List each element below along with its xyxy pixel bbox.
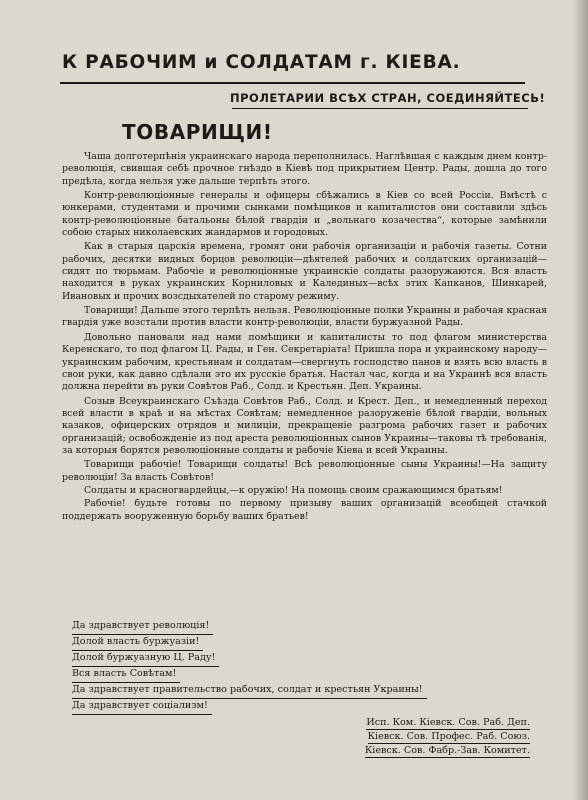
slogan-line: Долой буржуазную Ц. Раду!: [72, 652, 219, 667]
signature-line: Исп. Ком. Кіевск. Сов. Раб. Деп.: [366, 717, 530, 728]
slogan-line: Да здравствует революція!: [72, 620, 213, 635]
salutation-heading: ТОВАРИЩИ!: [122, 120, 273, 144]
paragraph: Чаша долготерпѣнія украинскаго народа переполнилась. Наглѣвшая с каждым днем контр-революція, свившая себѣ прочное гнѣздо в Кіевѣ под прикрытием Центр. Рады, дошла до того предѣла, когда нельзя уже дальше терпѣть этого.: [62, 151, 547, 187]
paragraph: Рабочіе! будьте готовы по первому призыву ваших организацій всеобщей стачкой поддержать вооруженную борьбу ваших братьев!: [62, 498, 547, 522]
signature-line: Кіевск. Сов. Фабр.-Зав. Комитет.: [364, 745, 530, 756]
leaflet-title: К РАБОЧИМ и СОЛДАТАМ г. КІЕВА.: [62, 52, 461, 73]
appeal-body: [62, 151, 547, 524]
proletarian-slogan: ПРОЛЕТАРИИ ВСѢХ СТРАН, СОЕДИНЯЙТЕСЬ!: [230, 91, 546, 105]
paragraph: Как в старыя царскія времена, громят они рабочія организаціи и рабочія газеты. Сотни рабочих, десятки видных борцов революціи—дѣятелей рабочих и солдатских организацій—сидят по тюрьмам. Рабочіе и революціонные украинскіе солдаты разоружаются. Вся власть находится в руках украинских Корниловых и Калединых—всѣх этих Капканов, Шинкарей, Ивановых и прочих возсдыхателей по старому режиму.: [62, 241, 547, 302]
signature-line: Кіевск. Сов. Профес. Раб. Союз.: [367, 731, 530, 742]
paragraph: Созыв Всеукраинскаго Съѣзда Совѣтов Раб., Солд. и Крест. Деп., и немедленный переход всей власти в краѣ и на мѣстах Совѣтам; немедленное разоруженіе бѣлой гвардіи, вольных казаков, офицерских отрядов и милиціи, прекращеніе разгрома рабочих газет и рабочих организацій; освобожденіе из под ареста революціонных сынов Украины—таковы тѣ требованія, за которыя борятся революціонные солдаты и рабочіе Кіева и всей Украины.: [62, 395, 547, 456]
page-edge-shadow: [572, 0, 588, 800]
slogan-line: Долой власть буржуазіи!: [72, 636, 203, 651]
paragraph: Довольно пановали над нами помѣщики и капиталисты то под флагом министерства Керенскаго, то под флагом Ц. Рады, и Ген. Секретаріата! Пришла пора и украинскому народу—украинским рабочим, крестьянам и солдатам—свергнуть господство панов и взять всю власть в свои руки, как давно сдѣлали это их русскіе братья. Настал час, когда и на Украинѣ вся власть должна перейти въ руки Совѣтов Раб., Солд. и Крестьян. Деп. Украины.: [62, 331, 547, 393]
slogan-underline: [232, 108, 528, 109]
paragraph: Товарищи рабочіе! Товарищи солдаты! Всѣ революціонные сыны Украины!—На защиту революціи! За власть Совѣтов!: [62, 459, 547, 483]
slogan-line: Да здравствует правительство рабочих, солдат и крестьян Украины!: [72, 684, 427, 699]
paragraph: Контр-революціонные генералы и офицеры сбѣжались в Кіев со всей Россіи. Вмѣстѣ с юнкерами, студентами и прочими сынками помѣщиков и капиталистов они составили здѣсь контр-революціонные батальоны бѣлой гвардіи и „вольнаго козачества“, которые замѣнили собою старых николаевских жандармов и городовых.: [62, 190, 547, 239]
paragraph: Товарищи! Дальше этого терпѣть нельзя. Революціонные полки Украины и рабочая красная гвардія уже возстали против власти контр-революціи, власти буржуазной Рады.: [62, 305, 548, 329]
title-underline: [60, 82, 525, 84]
signature-block: [300, 716, 530, 758]
slogan-line: Вся власть Совѣтам!: [72, 668, 180, 683]
slogan-line: Да здравствует соціализм!: [72, 700, 212, 715]
paragraph: Солдаты и красногвардейцы,—к оружію! На помощь своим сражающимся братьям!: [84, 484, 503, 496]
